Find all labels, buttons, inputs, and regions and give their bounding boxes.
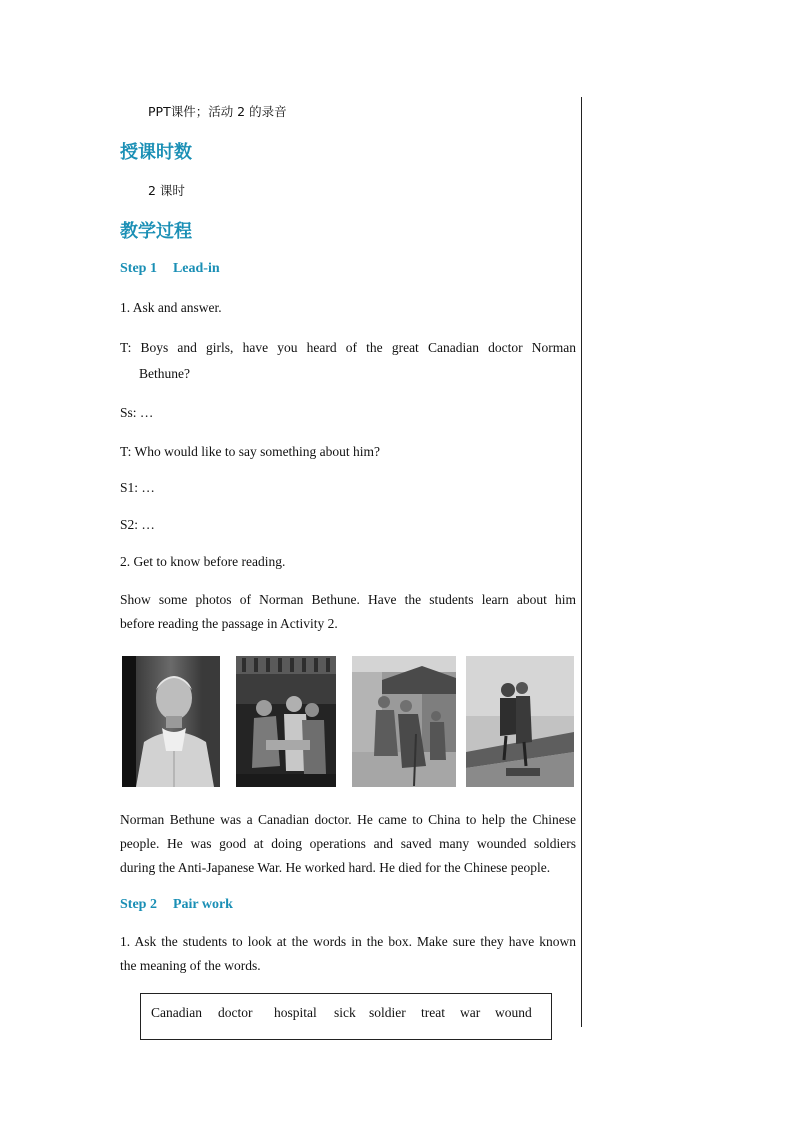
word-hospital: hospital xyxy=(274,1005,317,1020)
step2-title: Pair work xyxy=(172,897,233,912)
bio-line-1: Norman Bethune was a Canadian doctor. He came to China to help the Chinese xyxy=(120,812,576,827)
step1-title: Lead-in xyxy=(172,261,220,276)
step2-label: Step 2 xyxy=(120,897,157,912)
word-box xyxy=(140,993,552,1040)
word-doctor: doctor xyxy=(218,1005,253,1020)
item-get-to-know: 2. Get to know before reading. xyxy=(120,554,286,569)
word-war: war xyxy=(460,1005,481,1020)
word-sick: sick xyxy=(334,1005,356,1020)
dialogue-s1: S1: … xyxy=(120,480,155,495)
table-border-line xyxy=(581,97,582,1027)
dialogue-teacher-1-cont: Bethune? xyxy=(139,366,190,381)
pair-work-line-1: 1. Ask the students to look at the words in the box. Make sure they have known xyxy=(120,934,576,949)
step1-heading xyxy=(120,261,220,277)
heading-teaching-hours: 授课时数 xyxy=(120,142,192,163)
word-treat: treat xyxy=(421,1005,445,1020)
materials-line: PPT课件；活动 2 的录音 xyxy=(148,104,287,119)
dialogue-students: Ss: … xyxy=(120,405,154,420)
hours-value: 2 课时 xyxy=(148,183,185,198)
show-photos-line-1: Show some photos of Norman Bethune. Have the students learn about him xyxy=(120,592,576,607)
word-wound: wound xyxy=(495,1005,532,1020)
step2-heading xyxy=(120,897,233,913)
dialogue-teacher-1: T: Boys and girls, have you heard of the great Canadian doctor Norman xyxy=(120,340,576,355)
bio-line-2: people. He was good at doing operations and saved many wounded soldiers xyxy=(120,836,576,851)
photo-bethune-village xyxy=(352,656,456,787)
word-canadian: Canadian xyxy=(151,1005,202,1020)
heading-teaching-process: 教学过程 xyxy=(120,221,192,242)
photo-bethune-wall xyxy=(466,656,574,787)
photo-bethune-operation xyxy=(236,656,336,787)
step1-label: Step 1 xyxy=(120,261,157,276)
item-ask-and-answer: 1. Ask and answer. xyxy=(120,300,222,315)
dialogue-s2: S2: … xyxy=(120,517,155,532)
photo-bethune-portrait xyxy=(122,656,220,787)
pair-work-line-2: the meaning of the words. xyxy=(120,958,261,973)
bio-line-3: during the Anti-Japanese War. He worked hard. He died for the Chinese people. xyxy=(120,860,551,875)
show-photos-line-2: before reading the passage in Activity 2. xyxy=(120,616,338,631)
dialogue-teacher-2: T: Who would like to say something about him? xyxy=(120,444,381,459)
word-soldier: soldier xyxy=(369,1005,406,1020)
